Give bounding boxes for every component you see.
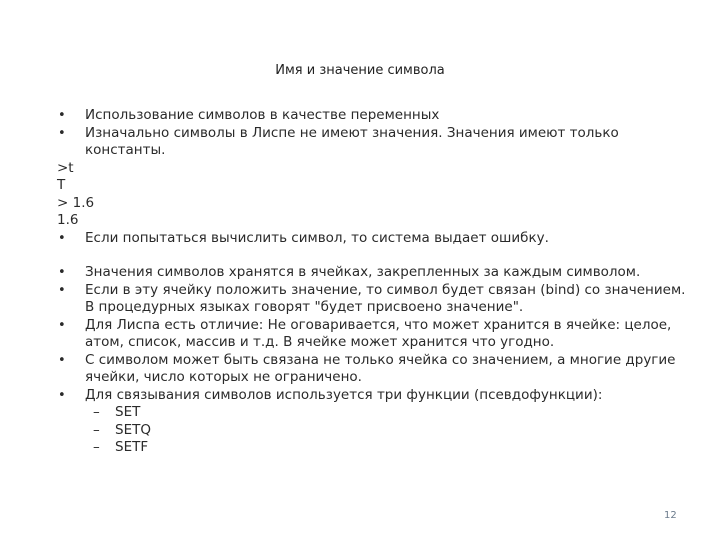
bullet-item: • Для связывания символов используется три функции (псевдофункции): [57,387,697,405]
code-line: T [57,177,66,193]
sub-item-setq [57,422,697,440]
code-line: >t [57,159,74,176]
bullet-item: • С символом может быть связана не только ячейка со значением, а многие другие ячейки, число которых не ограничено. [57,352,697,387]
bullet-item: • Значения символов хранятся в ячейках, закрепленных за каждым символом. [57,264,697,282]
slide-content [57,107,697,457]
code-line: > 1.6 [57,194,95,211]
sub-item-set [57,404,697,422]
function-name: SET [115,404,141,420]
function-name: SETF [115,439,149,455]
dash-marker: – [93,404,100,420]
dash-marker: – [93,421,100,438]
function-name: SETQ [115,421,151,438]
bullet-item: • Использование символов в качестве переменных [57,107,697,125]
dash-marker: – [93,439,100,455]
page-number: 12 [664,510,677,521]
code-line: 1.6 [57,212,79,228]
slide-title: Имя и значение символа [275,63,445,78]
bullet-item: • Для Лиспа есть отличие: Не оговаривается, что может хранится в ячейке: целое, атом, список, массив и т.д. В ячейке может хранится что угодно. [57,317,697,352]
bullet-item: • Если в эту ячейку положить значение, то символ будет связан (bind) со значением. В процедурных языках говорят "будет присвоено значение". [57,282,697,317]
spacer [57,247,697,264]
bullet-item: • Если попытаться вычислить символ, то система выдает ошибку. [57,230,697,248]
bullet-item: • Изначально символы в Лиспе не имеют значения. Значения имеют только константы. [57,125,697,160]
sub-item-setf [57,439,697,457]
